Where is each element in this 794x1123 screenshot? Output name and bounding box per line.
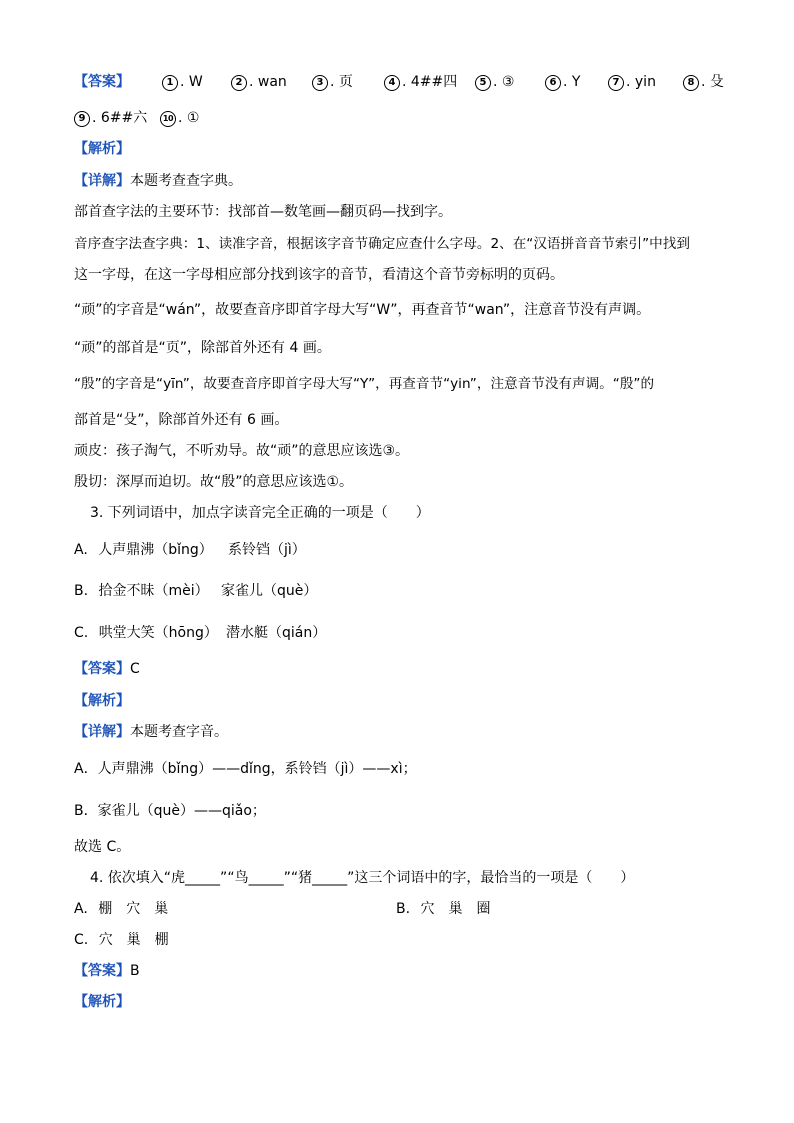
option-word: 哄堂大笑（hōng） [98, 625, 218, 641]
explanation-line: B．家雀儿（què）——qiǎo； [74, 803, 266, 819]
answer-value: . W [180, 74, 203, 90]
option-word: 人声鼎沸（bǐng） [98, 542, 213, 558]
answer-item [475, 72, 514, 92]
answer-item [74, 108, 147, 128]
circled-number: 8 [683, 75, 699, 91]
answer-item [162, 72, 203, 92]
option-a-second: 系铃铛（jì） [228, 542, 306, 558]
option-text: 穴 巢 圈 [420, 901, 491, 917]
detail-line [74, 171, 242, 191]
answer-tag: 【答案】 [74, 963, 130, 979]
answer-value: C [130, 661, 140, 677]
option-letter: A. [74, 901, 88, 917]
answer-value: . ③ [493, 74, 515, 90]
answer-value: . 页 [330, 74, 353, 90]
answer-line [74, 961, 140, 981]
circled-number: 9 [74, 111, 90, 127]
explanation-line: 部首是“殳”，除部首外还有 6 画。 [74, 412, 289, 428]
answer-tag: 【答案】 [74, 74, 130, 90]
option-letter: B. [74, 583, 89, 599]
explanation-line: 音序查字法查字典：1、读准字音，根据该字音节确定应查什么字母。2、在“汉语拼音音节索引”中找到 [74, 236, 690, 252]
option-letter: B. [396, 901, 411, 917]
answer-value: . 4##四 [402, 74, 458, 90]
circled-number: 1 [162, 75, 178, 91]
option-a [74, 540, 213, 560]
detail-tag: 【详解】 [74, 173, 130, 189]
explanation-line: 殷切：深厚而迫切。故“殷”的意思应该选①。 [74, 474, 354, 490]
answer-value: . Y [563, 74, 581, 90]
question-3: 3. 下列词语中，加点字读音完全正确的一项是（ ） [90, 505, 430, 521]
explanation-line: “顽”的字音是“wán”，故要查音序即首字母大写“W”，再查音节“wan”，注意音节没有声调。 [74, 302, 651, 318]
explanation-line: “殷”的字音是“yīn”，故要查音序即首字母大写“Y”，再查音节“yin”，注意音节没有声调。“殷”的 [74, 376, 655, 392]
detail-line [74, 722, 228, 742]
question-4: 4. 依次填入“虎_____”“鸟_____”“猪_____”这三个词语中的字，最恰当的一项是（ ） [90, 870, 635, 886]
option-c [74, 623, 218, 643]
explanation-line: “顽”的部首是“页”，除部首外还有 4 画。 [74, 340, 331, 356]
option-letter: C. [74, 932, 89, 948]
detail-tag: 【详解】 [74, 724, 130, 740]
circled-number: 7 [608, 75, 624, 91]
option-b [74, 581, 209, 601]
answer-item [608, 72, 656, 92]
answer-item [231, 72, 287, 92]
circled-number: 10 [160, 111, 176, 127]
detail-text: 本题考查字音。 [130, 724, 228, 740]
answer-value: B [130, 963, 140, 979]
analysis-tag: 【解析】 [74, 693, 130, 709]
explanation-line: 这一字母，在这一字母相应部分找到该字的音节，看清这个音节旁标明的页码。 [74, 267, 564, 283]
detail-text: 本题考查查字典。 [130, 173, 242, 189]
answer-value: . 殳 [701, 74, 724, 90]
answer-tag: 【答案】 [74, 661, 130, 677]
answer-value: . 6##六 [92, 110, 148, 126]
circled-number: 2 [231, 75, 247, 91]
option-b-second: 家雀儿（què） [221, 583, 318, 599]
explanation-line: 顽皮：孩子淘气，不听劝导。故“顽”的意思应该选③。 [74, 443, 410, 459]
explanation-line: 故选 C。 [74, 839, 131, 855]
explanation-line: A．人声鼎沸（bǐng）——dǐng，系铃铛（jì）——xì； [74, 761, 417, 777]
answer-value: . wan [249, 74, 287, 90]
explanation-line: 部首查字法的主要环节：找部首—数笔画—翻页码—找到字。 [74, 204, 452, 220]
answer-item [545, 72, 580, 92]
circled-number: 3 [312, 75, 328, 91]
option-letter: A. [74, 542, 88, 558]
answer-item [160, 108, 199, 128]
option-c-second: 潜水艇（qián） [226, 625, 327, 641]
option-word: 拾金不昧（mèi） [98, 583, 209, 599]
circled-number: 4 [384, 75, 400, 91]
analysis-tag: 【解析】 [74, 141, 130, 157]
option-text: 穴 巢 棚 [98, 932, 169, 948]
answer-item [384, 72, 457, 92]
answer-value: . ① [178, 110, 200, 126]
answer-line [74, 659, 140, 679]
option-letter: C. [74, 625, 89, 641]
answer-item [312, 72, 353, 92]
option-c [74, 930, 169, 950]
option-a [74, 899, 168, 919]
circled-number: 5 [475, 75, 491, 91]
analysis-tag: 【解析】 [74, 994, 130, 1010]
answer-value: . yin [626, 74, 656, 90]
option-b [396, 899, 491, 919]
option-text: 棚 穴 巢 [98, 901, 169, 917]
answer-item [683, 72, 724, 92]
circled-number: 6 [545, 75, 561, 91]
